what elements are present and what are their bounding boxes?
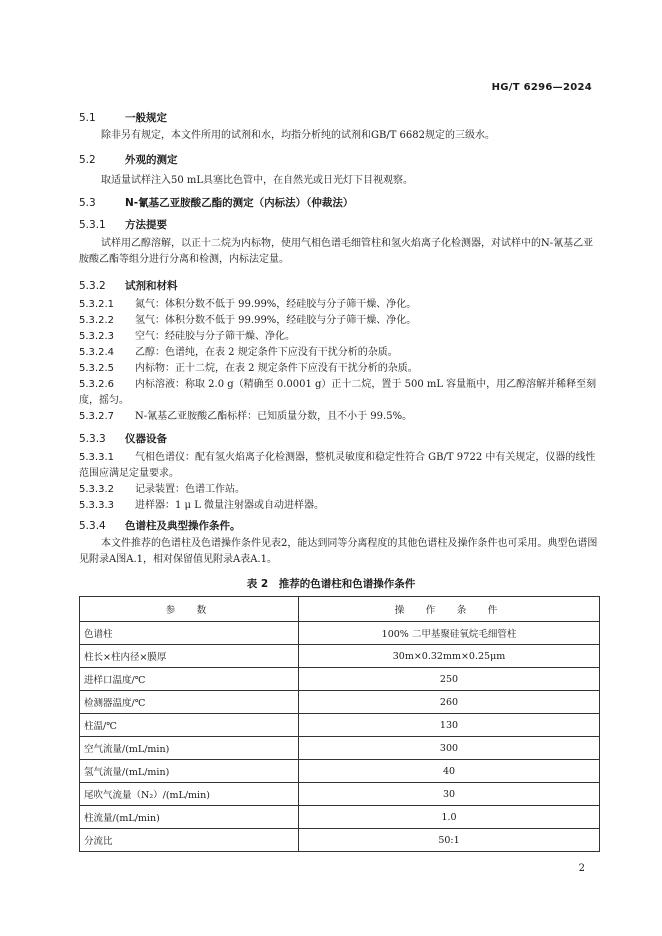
page-number: 2: [578, 863, 585, 874]
equipment-item: 5.3.3.2 记录装置：色谱工作站。: [79, 484, 245, 495]
table-row: 进样口温度/℃ 250: [80, 668, 600, 691]
section-5-1-heading: [79, 110, 167, 125]
reagent-item: 5.3.2.4 乙醇：色谱纯，在表 2 规定条件下应没有干扰分析的杂质。: [79, 347, 398, 358]
section-number: 5.3.3: [79, 433, 106, 445]
equipment-item: 5.3.3.1 气相色谱仪：配有氢火焰离子化检测器，整机灵敏度和稳定性符合 GB/T 9722 中有关规定，仪器的线性范围应满足定量要求。: [79, 452, 596, 479]
section-5-2-heading: [79, 152, 178, 167]
section-title: N-氰基乙亚胺酸乙酯的测定（内标法）（仲裁法）: [125, 197, 354, 209]
header-parameter: 参 数: [80, 597, 299, 622]
section-title: 一般规定: [125, 112, 167, 124]
section-title: 仪器设备: [125, 433, 167, 445]
section-number: 5.2: [79, 154, 96, 166]
table-header-row: [80, 597, 600, 622]
section-title: 色谱柱及典型操作条件。: [125, 520, 241, 532]
table-row: 空气流量/(mL/min) 300: [80, 737, 600, 760]
table-caption: 表 2 推荐的色谱柱和色谱操作条件: [246, 578, 416, 590]
section-5-3-heading: [79, 195, 353, 210]
reagent-item: 5.3.2.3 空气：经硅胶与分子筛干燥、净化。: [79, 331, 295, 342]
section-number: 5.3.1: [79, 219, 106, 231]
reagent-item: 5.3.2.5 内标物：正十二烷，在表 2 规定条件下应没有干扰分析的杂质。: [79, 363, 418, 374]
standard-number: HG/T 6296—2024: [491, 82, 592, 93]
table-row: 色谱柱 100% 二甲基聚硅氧烷毛细管柱: [80, 622, 600, 645]
section-number: 5.3.4: [79, 520, 106, 532]
section-5-3-3-heading: [79, 431, 167, 446]
table-row: 检测器温度/℃ 260: [80, 691, 600, 714]
reagent-item: 5.3.2.1 氮气：体积分数不低于 99.99%，经硅胶与分子筛干燥、净化。: [79, 299, 417, 310]
table-row: 氢气流量/(mL/min) 40: [80, 760, 600, 783]
equipment-item: 5.3.3.3 进样器：1 μ L 微量注射器或自动进样器。: [79, 500, 325, 511]
conditions-table: [79, 596, 600, 852]
reagent-item: 5.3.2.2 氢气：体积分数不低于 99.99%，经硅胶与分子筛干燥、净化。: [79, 315, 417, 326]
table-row: 分流比 50:1: [80, 829, 600, 852]
table-row: 柱流量/(mL/min) 1.0: [80, 806, 600, 829]
section-5-2-text: 取适量试样注入50 mL具塞比色管中，在自然光或日光灯下目视观察。: [101, 175, 414, 186]
table-row: 柱温/℃ 130: [80, 714, 600, 737]
section-number: 5.1: [79, 112, 96, 124]
section-title: 试剂和材料: [125, 280, 178, 292]
reagent-item: 5.3.2.7 N-氰基乙亚胺酸乙酯标样：已知质量分数，且不小于 99.5%。: [79, 411, 413, 422]
section-5-3-4-heading: [79, 518, 241, 533]
section-5-1-text: 除非另有规定，本文件所用的试剂和水，均指分析纯的试剂和GB/T 6682规定的三级水。: [101, 130, 496, 141]
section-5-3-1-text: 试样用乙醇溶解，以正十二烷为内标物，使用气相色谱毛细管柱和氢火焰离子化检测器，对试样中的N-氰基乙亚胺酸乙酯等组分进行分离和检测，内标法定量。: [79, 238, 594, 265]
section-5-3-4-text: 本文件推荐的色谱柱及色谱操作条件见表2，能达到同等分离程度的其他色谱柱及操作条件也可采用。典型色谱图见附录A图A.1，相对保留值见附录A表A.1。: [79, 538, 598, 565]
table-row: 尾吹气流量（N₂）/(mL/min) 30: [80, 783, 600, 806]
section-title: 方法提要: [125, 219, 167, 231]
section-number: 5.3: [79, 197, 96, 209]
section-title: 外观的测定: [125, 154, 178, 166]
header-conditions: 操 作 条 件: [299, 597, 600, 622]
reagent-item: 5.3.2.6 内标溶液：称取 2.0 g（精确至 0.0001 g）正十二烷，置于 500 mL 容量瓶中，用乙醇溶解并稀释至刻度，摇匀。: [79, 379, 597, 406]
section-number: 5.3.2: [79, 280, 106, 292]
section-5-3-1-heading: [79, 217, 167, 232]
table-row: 柱长×柱内径×膜厚 30m×0.32mm×0.25μm: [80, 645, 600, 668]
section-5-3-2-heading: [79, 278, 178, 293]
